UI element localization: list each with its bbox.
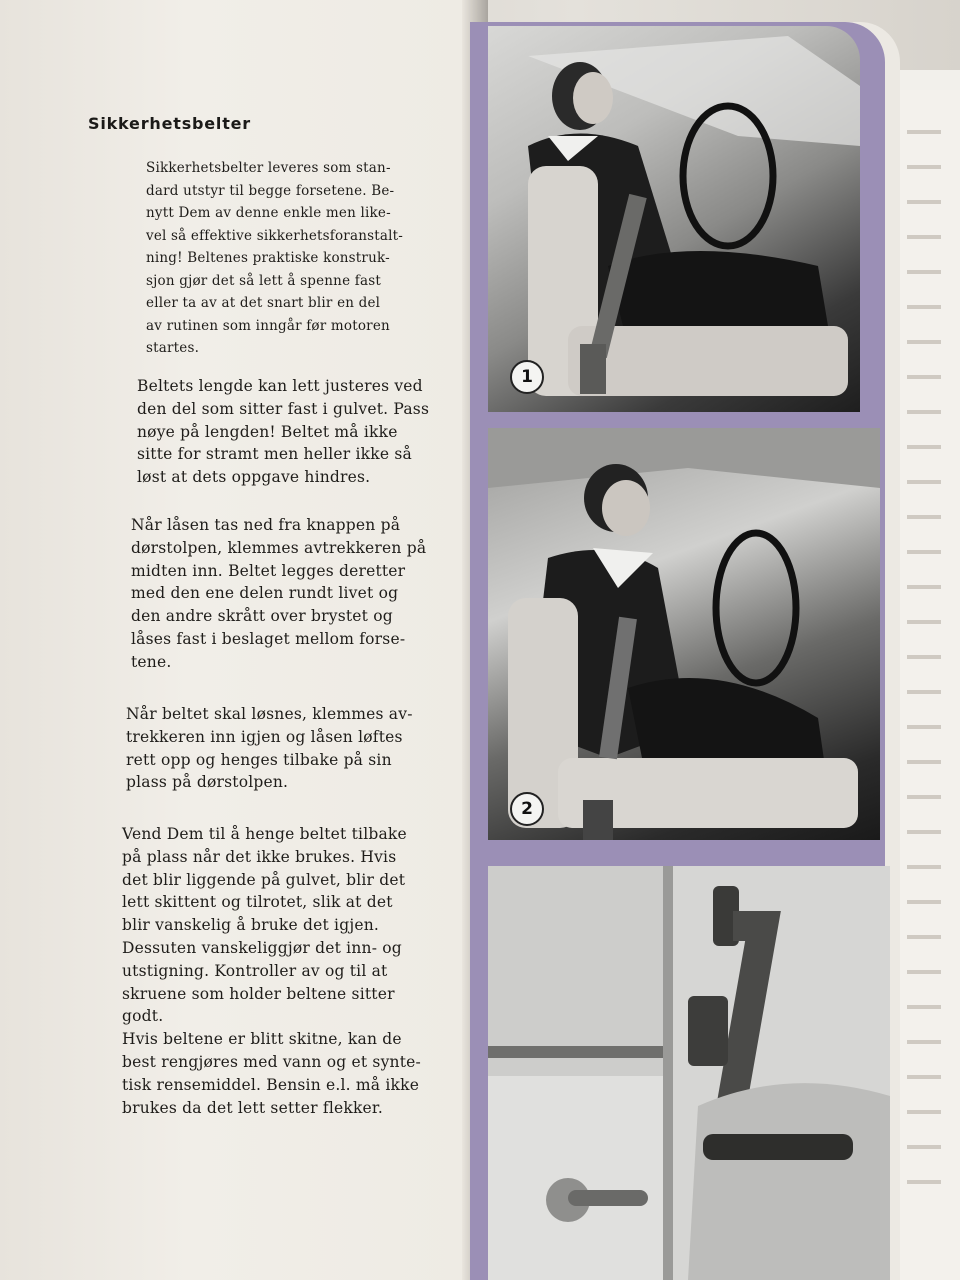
- photo-1-illustration: [488, 26, 860, 412]
- binder-slot: [907, 935, 941, 939]
- binder-slot: [907, 445, 941, 449]
- binder-slot: [907, 305, 941, 309]
- binder-slot: [907, 1005, 941, 1009]
- paragraph-storage: Vend Dem til å henge beltet tilbake på plass når det ikke brukes. Hvis det blir liggende på gulvet, blir det lett skittent og tilrotet, slik at det blir vanskelig å bruke det igjen. Dessuten vanskeliggjør det inn- og utstigning. Kontroller av og til at skruene som holder beltene sitter godt. Hvis beltene er blitt skitne, kan de best rengjøres med vann og et synte- tisk rensemiddel. Bensin e.l. må ikke brukes da det lett setter flekker.: [122, 825, 421, 1117]
- photo-number-badge: 2: [510, 792, 544, 826]
- binder-slot: [907, 200, 941, 204]
- binder-slot: [907, 165, 941, 169]
- binder-slot: [907, 515, 941, 519]
- paragraph-length: Beltets lengde kan lett justeres ved den del som sitter fast i gulvet. Pass nøye på lengden! Beltet må ikke sitte for stramt men heller ikke så løst at dets oppgave hindres.: [137, 377, 430, 487]
- paragraph-fastening: Når låsen tas ned fra knappen på dørstolpen, klemmes avtrekkeren på midten inn. Beltet legges deretter med den ene delen rundt livet og den andre skrått over brystet og låses fast i beslaget mellom forse- tene.: [131, 516, 427, 671]
- page-title: Sikkerhetsbelter: [88, 114, 251, 133]
- photo-2-illustration: [488, 428, 880, 840]
- paragraph-release: Når beltet skal løsnes, klemmes av- trekkeren inn igjen og låsen løftes rett opp og henges tilbake på sin plass på dørstolpen.: [126, 705, 413, 792]
- binder-slot: [907, 480, 941, 484]
- binder-slot: [907, 760, 941, 764]
- left-page: [0, 0, 470, 1280]
- photo-seatbelt-step-1: [488, 26, 860, 412]
- paragraph-intro: Sikkerhetsbelter leveres som stan- dard utstyr til begge forsetene. Be- nytt Dem av denne enkle men like- vel så effektive sikkerhetsforanstalt- ning! Beltenes praktiske konstruk- sjon gjør det så lett å spenne fast eller ta av at det snart blir en del av rutinen som inngår før motoren startes.: [146, 160, 404, 356]
- binder-slot: [907, 865, 941, 869]
- binder-slot: [907, 375, 941, 379]
- binder-slot: [907, 830, 941, 834]
- binder-slot: [907, 235, 941, 239]
- binder-slot: [907, 795, 941, 799]
- binder-slot: [907, 270, 941, 274]
- binder-slot: [907, 410, 941, 414]
- binder-slot: [907, 900, 941, 904]
- photo-seatbelt-stored: [488, 866, 890, 1280]
- binder-slot: [907, 550, 941, 554]
- binder-slot: [907, 130, 941, 134]
- photo-3-illustration: [488, 866, 890, 1280]
- binder-slot: [907, 1040, 941, 1044]
- binder-slot: [907, 585, 941, 589]
- binder-slot: [907, 620, 941, 624]
- binder-slot: [907, 690, 941, 694]
- binder-slot: [907, 1180, 941, 1184]
- binder-slot: [907, 655, 941, 659]
- photo-number-badge: 1: [510, 360, 544, 394]
- binder-slot: [907, 1075, 941, 1079]
- binder-slot: [907, 970, 941, 974]
- binder-slot: [907, 1110, 941, 1114]
- binder-slot: [907, 340, 941, 344]
- binder-slot: [907, 1145, 941, 1149]
- binder-slot: [907, 725, 941, 729]
- photo-seatbelt-step-2: [488, 428, 880, 840]
